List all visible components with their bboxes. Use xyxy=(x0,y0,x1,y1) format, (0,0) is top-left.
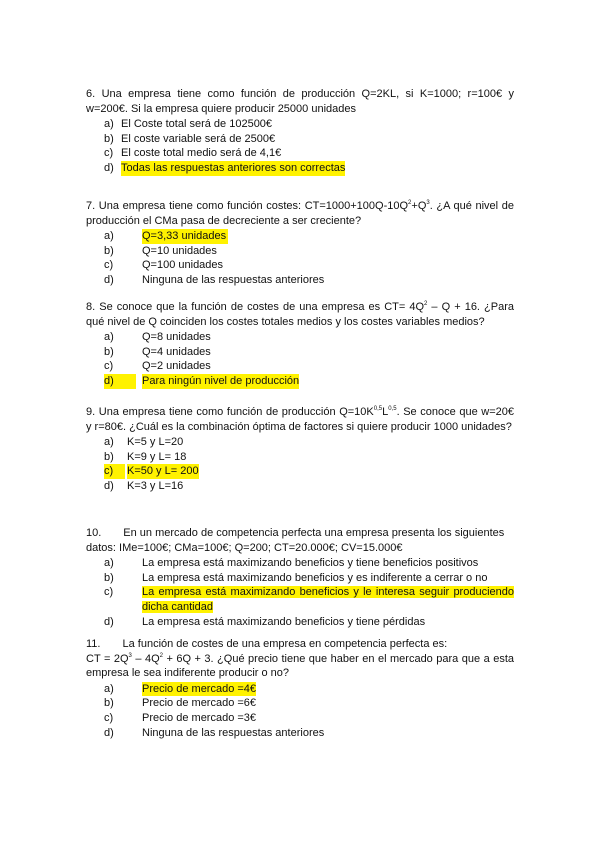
answer-option-c: c) El coste total medio será de 4,1€ xyxy=(104,147,282,160)
answer-text: El coste variable será de 2500€ xyxy=(121,132,276,145)
answer-option-a: a) Q=8 unidades xyxy=(104,331,211,344)
answer-text: Q=8 unidades xyxy=(142,331,211,344)
highlighted-answer-text: La empresa está maximizando beneficios y le interesa seguir produciendo dicha cantidad xyxy=(142,586,514,613)
answer-option-a: a) Precio de mercado =4€ xyxy=(104,682,257,695)
question-stem: 6. Una empresa tiene como función de producción Q=2KL, si K=1000; r=100€ y w=200€. Si la empresa quiere producir 25000 unidades xyxy=(86,88,514,115)
answer-option-c: c) La empresa está maximizando beneficios y le interesa seguir produciendo dicha cantidad xyxy=(104,586,514,613)
answer-text: Precio de mercado =3€ xyxy=(142,711,257,724)
answer-option-d: d) Ninguna de las respuestas anteriores xyxy=(104,726,325,739)
answer-option-d: d) K=3 y L=16 xyxy=(104,479,184,492)
highlighted-answer-text: Q=3,33 unidades xyxy=(142,230,227,243)
highlighted-answer-text: K=50 y L= 200 xyxy=(127,465,199,478)
answer-text: La empresa está maximizando beneficios y es indiferente a cerrar o no xyxy=(142,571,488,584)
question-11 xyxy=(86,637,514,740)
answer-options xyxy=(86,117,514,175)
answer-options xyxy=(86,556,514,629)
answer-text: La empresa está maximizando beneficios y tiene pérdidas xyxy=(142,615,426,628)
answer-text: K=9 y L= 18 xyxy=(127,450,187,463)
question-stem: 8. Se conoce que la función de costes de una empresa es $CT= 4Q^2 - Q + 16$. ¿Para qué nivel de Q coinciden los costes totales medios y los costes variables medios? xyxy=(86,301,515,328)
answer-option-c: c) Precio de mercado =3€ xyxy=(104,711,257,724)
answer-option-a: a) Q=3,33 unidades xyxy=(104,230,227,243)
answer-option-b: b) Precio de mercado =6€ xyxy=(104,697,257,710)
highlighted-answer-text: Para ningún nivel de producción xyxy=(142,374,300,387)
answer-text: El coste total medio será de 4,1€ xyxy=(121,147,282,160)
answer-option-d: d) Ninguna de las respuestas anteriores xyxy=(104,273,325,286)
answer-option-b: b) La empresa está maximizando beneficios y es indiferente a cerrar o no xyxy=(104,571,488,584)
answer-option-d: d) La empresa está maximizando beneficios y tiene pérdidas xyxy=(104,615,426,628)
question-8 xyxy=(86,300,514,389)
question-stem: 10. En un mercado de competencia perfecta una empresa presenta los siguientes datos: IMe=100€; CMa=100€; Q=200; CT=20.000€; CV=15.000€ xyxy=(86,527,505,554)
question-stem: 11. La función de costes de una empresa en competencia perfecta es: CT = $2Q^3 - 4Q^2 + 6Q + 3$. ¿Qué precio tiene que haber en el mercado para que a esta empresa le sea indiferente producir o no? xyxy=(86,638,514,680)
answer-option-b: b) El coste variable será de 2500€ xyxy=(104,132,276,145)
question-9 xyxy=(86,405,514,494)
answer-text: Q=10 unidades xyxy=(142,244,217,257)
highlighted-answer-text: Todas las respuestas anteriores son correctas xyxy=(121,161,346,174)
answer-text: La empresa está maximizando beneficios y tiene beneficios positivos xyxy=(142,557,479,570)
answer-text: Q=2 unidades xyxy=(142,360,211,373)
question-6 xyxy=(86,87,514,176)
answer-text: Q=100 unidades xyxy=(142,259,224,272)
answer-options xyxy=(86,682,514,740)
answer-text: Ninguna de las respuestas anteriores xyxy=(142,726,325,739)
answer-text: Q=4 unidades xyxy=(142,345,211,358)
answer-options xyxy=(86,435,514,493)
question-stem: 7. Una empresa tiene como función costes: $CT=1000+100Q-10Q^2+Q^3$. ¿A qué nivel de producción el CMa pasa de decreciente a ser creciente? xyxy=(86,200,514,227)
answer-option-d: d) Para ningún nivel de producción xyxy=(104,374,300,387)
answer-options xyxy=(86,330,514,388)
answer-option-b: b) Q=10 unidades xyxy=(104,244,217,257)
answer-text: K=5 y L=20 xyxy=(127,436,184,449)
question-7 xyxy=(86,199,514,288)
answer-option-a: a) El Coste total será de 102500€ xyxy=(104,118,273,131)
answer-text: Ninguna de las respuestas anteriores xyxy=(142,273,325,286)
answer-option-c: c) K=50 y L= 200 xyxy=(104,465,199,478)
question-10 xyxy=(86,526,514,629)
answer-option-c: c) Q=2 unidades xyxy=(104,360,211,373)
question-stem: 9. Una empresa tiene como función de producción $Q=10K^{0,5}L^{0,5}$. Se conoce que w=20€ y r=80€. ¿Cuál es la combinación óptima de factores si quiere producir 1000 unidades? xyxy=(86,406,515,433)
answer-text: K=3 y L=16 xyxy=(127,479,184,492)
answer-option-c: c) Q=100 unidades xyxy=(104,259,224,272)
answer-options xyxy=(86,229,514,287)
answer-option-a: a) K=5 y L=20 xyxy=(104,436,184,449)
answer-option-a: a) La empresa está maximizando beneficios y tiene beneficios positivos xyxy=(104,557,479,570)
answer-text: El Coste total será de 102500€ xyxy=(121,118,273,131)
answer-text: Precio de mercado =6€ xyxy=(142,697,257,710)
answer-option-b: b) K=9 y L= 18 xyxy=(104,450,187,463)
answer-option-b: b) Q=4 unidades xyxy=(104,345,211,358)
answer-option-d: d) Todas las respuestas anteriores son correctas xyxy=(104,161,346,174)
highlighted-answer-text: Precio de mercado =4€ xyxy=(142,682,257,695)
